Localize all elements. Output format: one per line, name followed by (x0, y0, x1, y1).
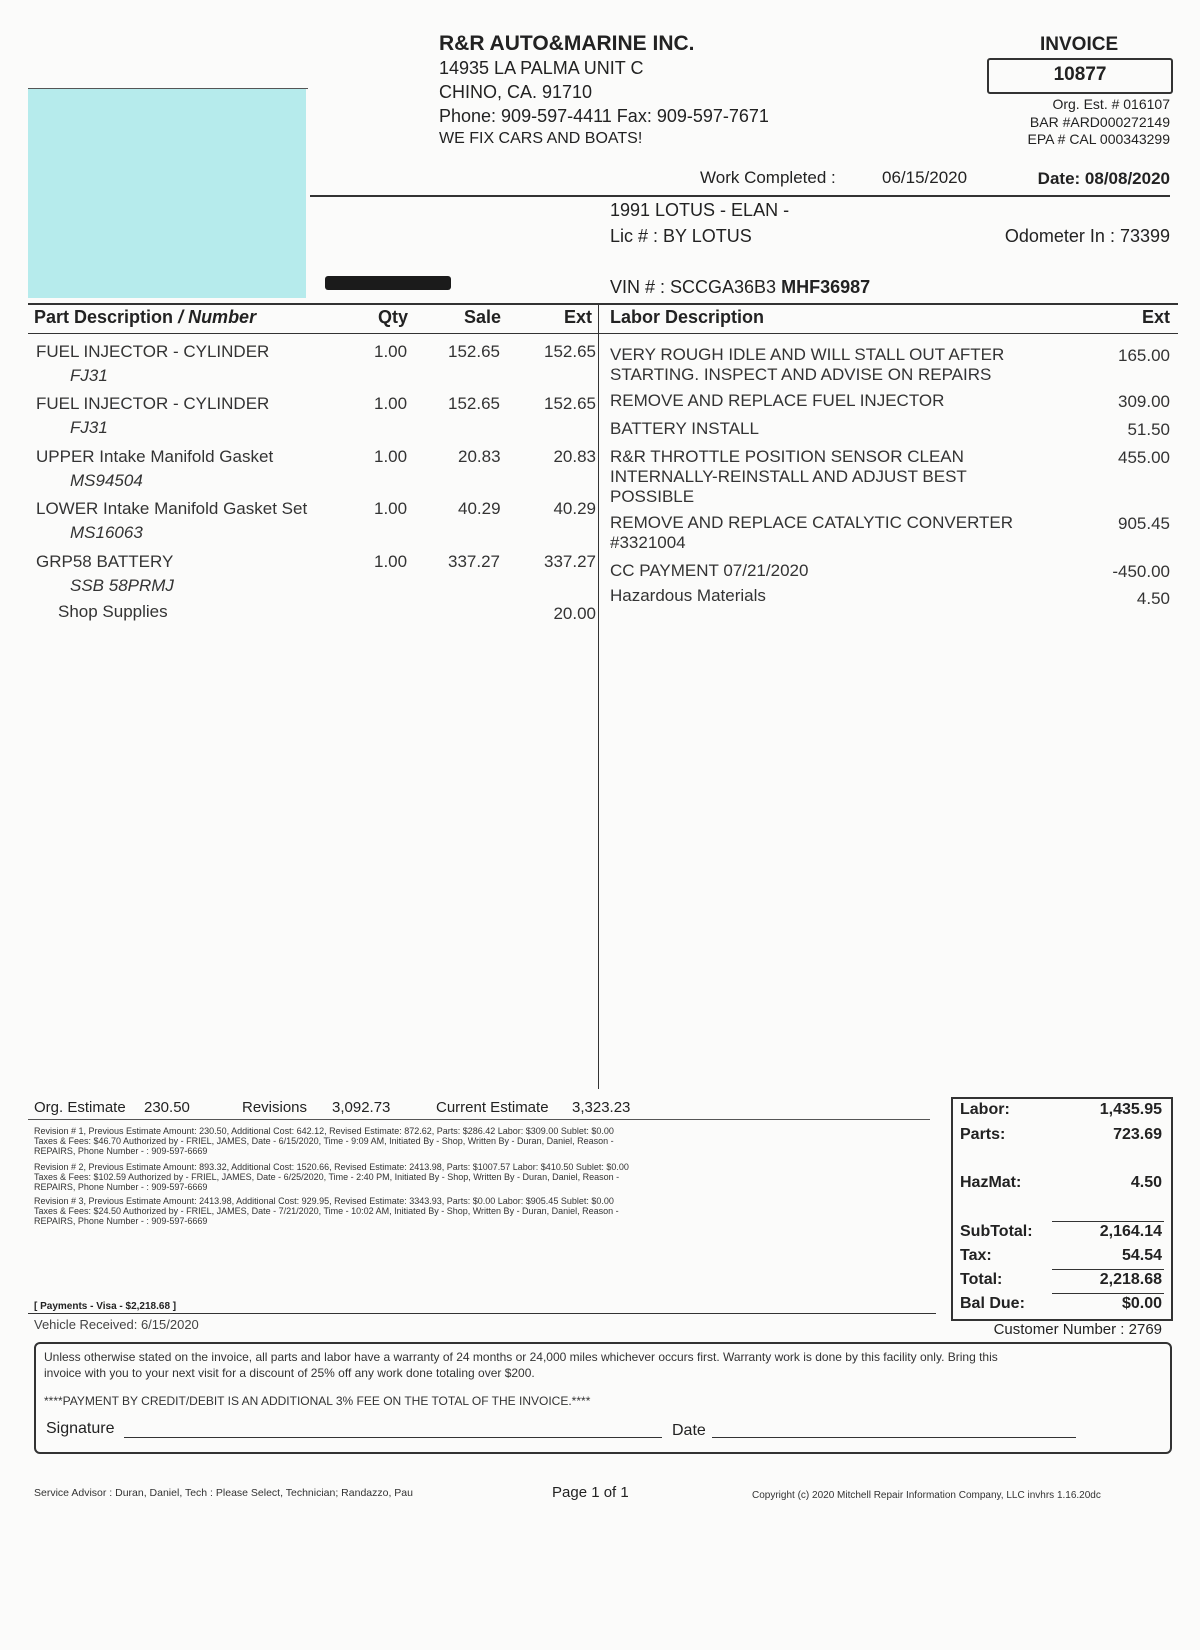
part-sale: 152.65 (448, 394, 500, 413)
copyright: Copyright (c) 2020 Mitchell Repair Information Company, LLC invhrs 1.16.20dc (752, 1490, 1101, 1501)
part-sale: 20.83 (458, 447, 501, 466)
part-qty: 1.00 (374, 394, 408, 413)
labor-line: BATTERY INSTALL (610, 419, 759, 438)
part-desc: LOWER Intake Manifold Gasket Set (36, 499, 308, 518)
labor-line: CC PAYMENT 07/21/2020 (610, 561, 809, 580)
estimate-rule (28, 1119, 930, 1120)
totals-parts-value: 723.69 (1113, 1126, 1162, 1143)
part-ext: 152.65 (544, 342, 596, 361)
revision-line: Taxes & Fees: $102.59 Authorized by - FRIEL, JAMES, Date - 6/25/2020, Time - 2:40 PM, Initiated By - Shop, Written By - Duran, Daniel, Reason - (34, 1172, 620, 1182)
parts-header-desc-label: Part Description (34, 307, 174, 327)
totals-total-value: 2,218.68 (1099, 1271, 1162, 1288)
totals-hazmat-label: HazMat: (960, 1174, 1022, 1191)
vehicle-license: Lic # : BY LOTUS (610, 226, 752, 246)
vehicle-received: Vehicle Received: 6/15/2020 (34, 1317, 199, 1332)
page-number: Page 1 of 1 (552, 1484, 629, 1501)
labor-header-desc: Labor Description (610, 307, 765, 327)
revision-line: REPAIRS, Phone Number - : 909-597-6669 (34, 1216, 208, 1226)
labor-line: VERY ROUGH IDLE AND WILL STALL OUT AFTER (610, 345, 1005, 364)
totals-baldue-label: Bal Due: (960, 1295, 1025, 1312)
part-number: MS16063 (70, 523, 143, 542)
parts-header-sale: Sale (464, 307, 502, 327)
vin-prefix: VIN # : SCCGA36B3 (610, 277, 777, 297)
part-qty: 1.00 (374, 499, 408, 518)
subtotal-rule (1052, 1221, 1164, 1222)
total-rule (1052, 1269, 1164, 1270)
customer-number: Customer Number : 2769 (993, 1321, 1162, 1338)
baldue-rule (1052, 1293, 1164, 1294)
revision-line: Taxes & Fees: $24.50 Authorized by - FRIEL, JAMES, Date - 7/21/2020, Time - 10:02 AM, Initiated By - Shop, Written By - Duran, Daniel, Reason - (34, 1206, 619, 1216)
part-desc: FUEL INJECTOR - CYLINDER (36, 342, 270, 361)
labor-item (610, 447, 967, 507)
part-sale: 40.29 (458, 499, 501, 518)
signature-line[interactable] (124, 1437, 662, 1438)
totals-hazmat-value: 4.50 (1130, 1174, 1162, 1191)
bar-number: BAR #ARD000272149 (1029, 114, 1170, 130)
table-top-rule (28, 303, 1178, 305)
revision-line: Taxes & Fees: $46.70 Authorized by - FRIEL, JAMES, Date - 6/15/2020, Time - 9:09 AM, Initiated By - Shop, Written By - Duran, Daniel, Reason - (34, 1136, 614, 1146)
part-qty: 1.00 (374, 447, 408, 466)
totals-labor-label: Labor: (960, 1101, 1010, 1118)
revision-line: REPAIRS, Phone Number - : 909-597-6669 (34, 1146, 208, 1156)
odometer-in: Odometer In : 73399 (1004, 226, 1170, 246)
invoice-label: INVOICE (1040, 34, 1119, 55)
vin-number (610, 277, 870, 298)
part-qty: 1.00 (374, 342, 408, 361)
labor-item (610, 391, 944, 411)
org-estimate-value: 230.50 (144, 1099, 190, 1116)
totals-tax-value: 54.54 (1121, 1247, 1162, 1264)
date-line[interactable] (712, 1437, 1076, 1438)
revision-2 (34, 1162, 894, 1192)
part-number: SSB 58PRMJ (70, 576, 174, 595)
card-fee-notice: ****PAYMENT BY CREDIT/DEBIT IS AN ADDITIONAL 3% FEE ON THE TOTAL OF THE INVOICE.**** (44, 1394, 591, 1408)
totals-baldue-value: $0.00 (1121, 1295, 1162, 1312)
labor-item (610, 586, 766, 606)
part-number: MS94504 (70, 471, 143, 490)
totals-parts-label: Parts: (960, 1126, 1006, 1143)
parts-header-ext: Ext (563, 307, 592, 327)
labor-item (610, 345, 1004, 385)
revision-3 (34, 1196, 894, 1226)
labor-line: INTERNALLY-REINSTALL AND ADJUST BEST (610, 467, 967, 486)
parts-header-desc (34, 307, 256, 328)
totals-total-label: Total: (960, 1271, 1003, 1288)
redacted-customer-block (28, 88, 306, 298)
labor-ext: 309.00 (1118, 392, 1170, 411)
labor-ext: 51.50 (1127, 420, 1170, 439)
totals-subtotal-value: 2,164.14 (1099, 1223, 1162, 1240)
shop-supplies-label: Shop Supplies (58, 602, 168, 621)
part-sale: 337.27 (448, 552, 500, 571)
labor-ext: 455.00 (1118, 448, 1170, 467)
header-divider (310, 195, 1170, 197)
labor-item (610, 513, 1013, 553)
company-address-line1: 14935 LA PALMA UNIT C (439, 58, 644, 78)
labor-item (610, 561, 808, 581)
part-desc: GRP58 BATTERY (36, 552, 174, 571)
part-qty: 1.00 (374, 552, 408, 571)
part-number: FJ31 (70, 418, 108, 437)
labor-line: REMOVE AND REPLACE CATALYTIC CONVERTER (610, 513, 1014, 532)
table-header-rule (28, 333, 1178, 334)
service-advisor-tech: Service Advisor : Duran, Daniel, Tech : Please Select, Technician; Randazzo, Pau (34, 1487, 413, 1499)
shop-supplies-ext: 20.00 (553, 604, 596, 623)
invoice-date: Date: 08/08/2020 (1037, 169, 1170, 188)
vehicle-model: 1991 LOTUS - ELAN - (610, 200, 790, 220)
column-divider (598, 305, 599, 1089)
part-desc: UPPER Intake Manifold Gasket (36, 447, 274, 466)
org-est-number: Org. Est. # 016107 (1052, 96, 1170, 112)
date-label: Date (672, 1422, 706, 1439)
parts-header-number-label: / Number (178, 307, 257, 327)
parts-header-qty: Qty (378, 307, 409, 327)
company-phone: Phone: 909-597-4411 Fax: 909-597-7671 (439, 106, 769, 126)
part-number: FJ31 (70, 366, 108, 385)
customer-block-top-rule (28, 88, 308, 89)
labor-ext: 165.00 (1118, 346, 1170, 365)
labor-line: #3321004 (610, 533, 686, 552)
part-ext: 337.27 (544, 552, 596, 571)
labor-header-ext: Ext (1141, 307, 1170, 327)
work-completed-date: 06/15/2020 (882, 168, 968, 187)
revision-line: Revision # 2, Previous Estimate Amount: 893.32, Additional Cost: 1520.66, Revised Estimate: 2413.98, Parts: $1007.57 Labor: $410.50 Sublet: $0.00 (34, 1162, 629, 1172)
revision-line: Revision # 1, Previous Estimate Amount: 230.50, Additional Cost: 642.12, Revised Estimate: 872.62, Parts: $286.42 Labor: $309.00 Sublet: $0.00 (34, 1126, 614, 1136)
revision-line: REPAIRS, Phone Number - : 909-597-6669 (34, 1182, 208, 1192)
labor-ext: -450.00 (1112, 562, 1170, 581)
totals-labor-value: 1,435.95 (1099, 1101, 1162, 1118)
part-sale: 152.65 (448, 342, 500, 361)
revision-1 (34, 1126, 894, 1156)
labor-line: R&R THROTTLE POSITION SENSOR CLEAN (610, 447, 964, 466)
labor-line: Hazardous Materials (610, 586, 766, 605)
warranty-line2: invoice with you to your next visit for a discount of 25% off any work done totaling over $200. (44, 1366, 535, 1380)
payments-rule (28, 1313, 936, 1314)
part-ext: 40.29 (553, 499, 596, 518)
current-estimate-value: 3,323.23 (572, 1099, 631, 1116)
revision-line: Revision # 3, Previous Estimate Amount: 2413.98, Additional Cost: 929.95, Revised Estimate: 3343.93, Parts: $0.00 Labor: $905.45 Sublet: $0.00 (34, 1196, 614, 1206)
payments-summary: [ Payments - Visa - $2,218.68 ] (34, 1301, 177, 1312)
labor-ext: 905.45 (1118, 514, 1170, 533)
revisions-value: 3,092.73 (332, 1099, 391, 1116)
epa-number: EPA # CAL 000343299 (1027, 131, 1170, 147)
work-completed-label: Work Completed : (700, 168, 836, 187)
company-address-line2: CHINO, CA. 91710 (439, 82, 593, 102)
current-estimate-label: Current Estimate (436, 1099, 549, 1116)
company-name: R&R AUTO&MARINE INC. (439, 32, 695, 55)
totals-subtotal-label: SubTotal: (960, 1223, 1033, 1240)
labor-line: REMOVE AND REPLACE FUEL INJECTOR (610, 391, 945, 410)
labor-ext: 4.50 (1136, 589, 1170, 608)
revisions-label: Revisions (242, 1099, 308, 1116)
totals-tax-label: Tax: (960, 1247, 992, 1264)
part-ext: 20.83 (553, 447, 596, 466)
labor-line: STARTING. INSPECT AND ADVISE ON REPAIRS (610, 365, 992, 384)
warranty-line1: Unless otherwise stated on the invoice, all parts and labor have a warranty of 24 months or 24,000 miles whichever occurs first. Warranty work is done by this facility only. Bring this (44, 1350, 998, 1364)
part-desc: FUEL INJECTOR - CYLINDER (36, 394, 270, 413)
invoice-number: 10877 (1053, 64, 1107, 85)
signature-label: Signature (46, 1420, 115, 1437)
part-ext: 152.65 (544, 394, 596, 413)
labor-item (610, 419, 759, 439)
labor-line: POSSIBLE (610, 487, 695, 506)
redacted-name-bar (325, 276, 451, 290)
company-slogan: WE FIX CARS AND BOATS! (439, 130, 643, 147)
vin-suffix: MHF36987 (781, 277, 871, 297)
org-estimate-label: Org. Estimate (34, 1099, 126, 1116)
